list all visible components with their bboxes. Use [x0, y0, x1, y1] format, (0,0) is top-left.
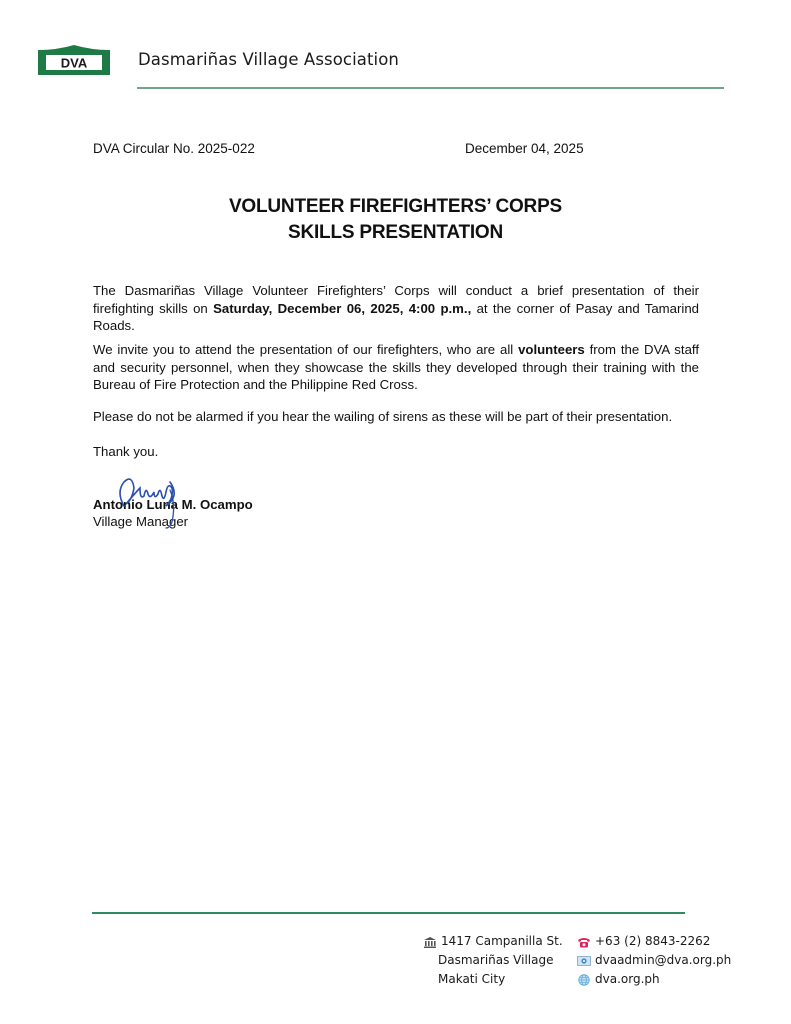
document-title-line-1: VOLUNTEER FIREFIGHTERS’ CORPS: [228, 196, 563, 217]
email-icon: [577, 955, 591, 967]
event-datetime: Saturday, December 06, 2025, 4:00 p.m.,: [213, 300, 472, 316]
phone-icon: [577, 936, 591, 948]
handwritten-signature: [110, 470, 190, 530]
address-line-1: 1417 Campanilla St.: [441, 934, 563, 948]
text: at the corner of Pasay and Tamarind Roads.: [93, 300, 699, 333]
website-link[interactable]: dva.org.ph: [595, 972, 660, 986]
header-divider: [137, 87, 724, 89]
globe-icon: [577, 974, 591, 986]
text: We invite you to attend the presentation of our firefighters, who are all: [93, 342, 519, 357]
paragraph-invitation: [93, 341, 699, 394]
dva-logo: [37, 44, 111, 76]
organization-name: Dasmariñas Village Association: [138, 50, 399, 69]
footer-contact: [577, 932, 731, 989]
circular-date: December 04, 2025: [465, 141, 584, 156]
closing-text: Thank you.: [93, 444, 159, 459]
circular-number: DVA Circular No. 2025-022: [93, 141, 255, 156]
footer-divider: [92, 912, 685, 914]
building-icon: [423, 936, 437, 948]
paragraph-siren-notice: Please do not be alarmed if you hear the wailing of sirens as these will be part of their presentation.: [93, 409, 673, 424]
document-title-line-2: SKILLS PRESENTATION: [287, 222, 504, 243]
phone-number[interactable]: +63 (2) 8843-2262: [595, 934, 711, 948]
text: from the DVA staff and security personnel, when they showcase the skills they developed through their training with the Bureau of Fire Protection and the Philippine Red Cross.: [93, 342, 699, 392]
emphasis-volunteers: volunteers: [518, 342, 585, 357]
address-line-2: Dasmariñas Village: [438, 953, 554, 967]
email-address[interactable]: dvaadmin@dva.org.ph: [595, 953, 732, 967]
footer-address: [423, 932, 563, 989]
signatory-position: Village Manager: [93, 514, 189, 529]
address-line-3: Makati City: [438, 972, 506, 986]
text: The Dasmariñas Village Volunteer Firefighters’ Corps will conduct a brief presentation of their firefighting skills on: [93, 283, 699, 316]
logo-text: DVA: [60, 55, 88, 71]
signatory-name: Antonio Luna M. Ocampo: [93, 497, 253, 512]
paragraph-announcement: [93, 282, 699, 335]
